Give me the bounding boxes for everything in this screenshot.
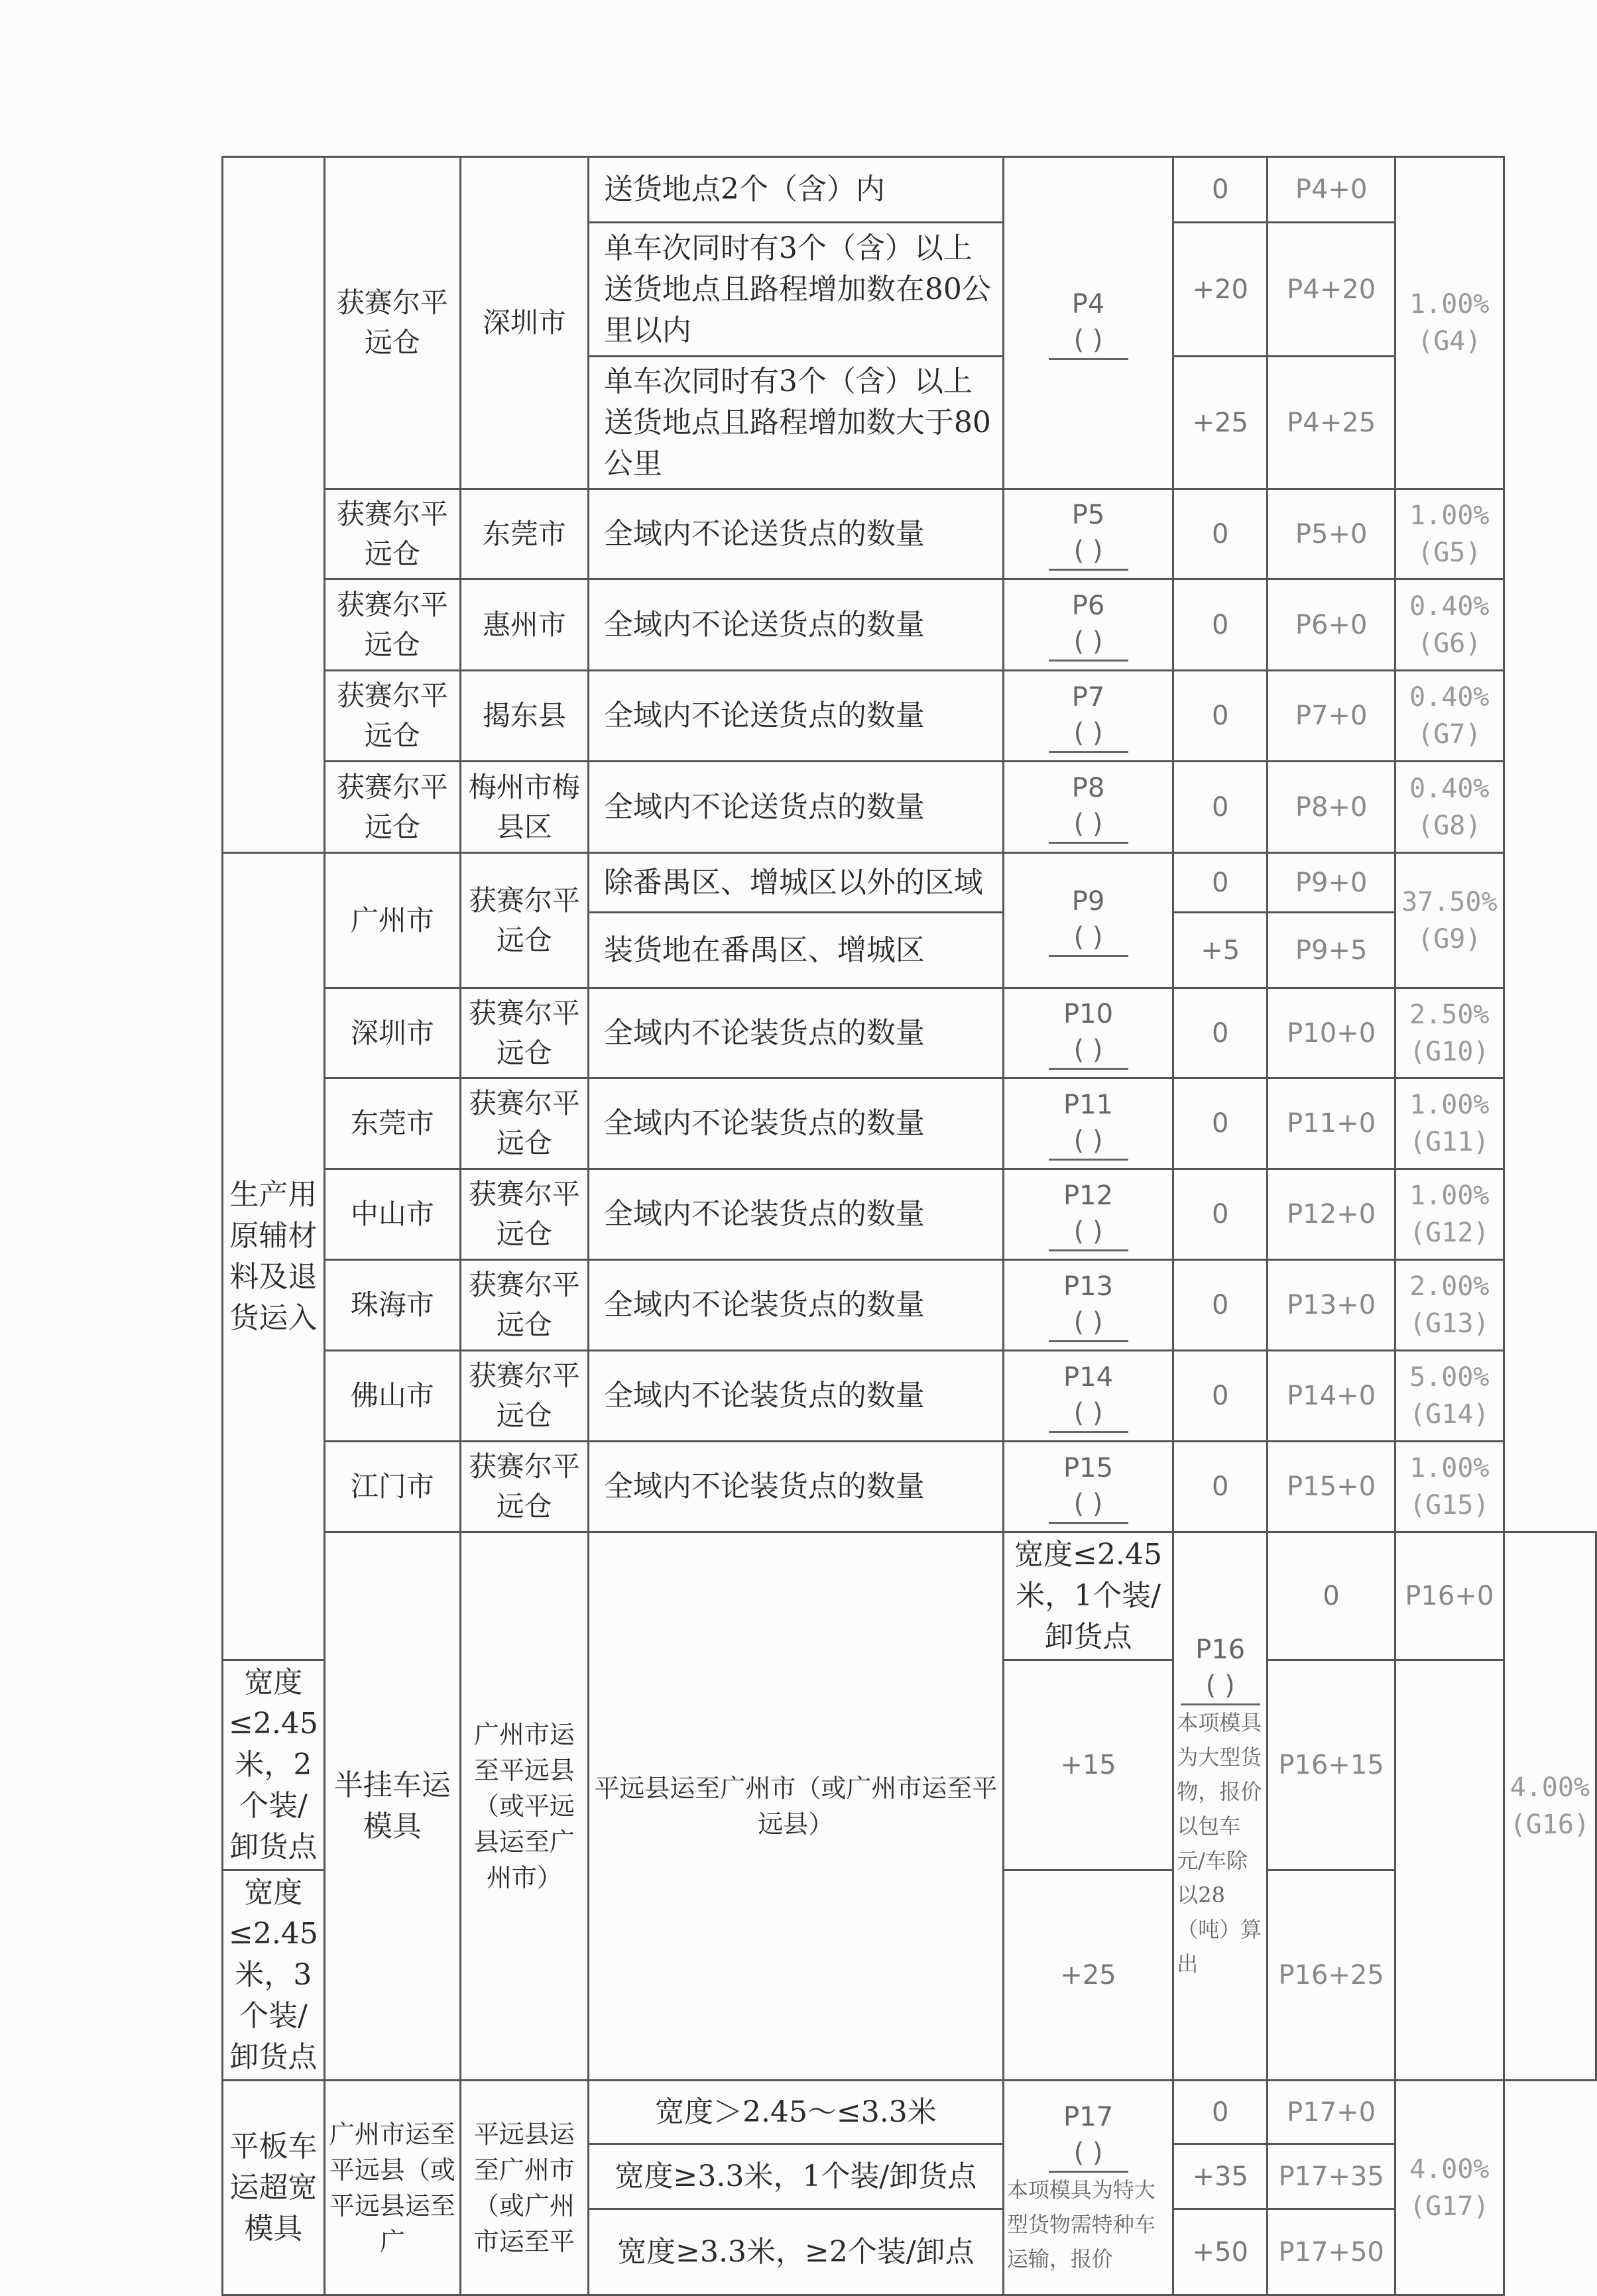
price-note: 本项模具为特大型货物需特种车运输，报价 [1006,2177,1155,2271]
price-code: P15 [1063,1452,1114,1483]
destination-cell: 平远县运至广州市（或广州市运至平 [460,2081,588,2295]
share-value: 0.40% [1409,682,1490,713]
total-cell: P17+35 [1268,2144,1395,2209]
price-cell[interactable] [1003,853,1173,988]
condition-cell: 宽度≥3.3米，≥2个装/卸点 [588,2209,1003,2295]
category-cell: 半挂车运模具 [324,1532,460,2081]
origin-cell: 获赛尔平远仓 [324,579,460,671]
share-code: (G9) [1417,923,1482,954]
share-value: 1.00% [1409,1180,1490,1211]
price-code: P8 [1071,773,1105,803]
price-code: P14 [1063,1361,1114,1393]
total-cell: P16+25 [1268,1870,1395,2081]
share-value: 5.00% [1409,1362,1490,1393]
destination-cell: 获赛尔平远仓 [460,1260,588,1351]
price-code: P11 [1063,1089,1114,1120]
condition-cell: 宽度≤2.45米，3个装/卸货点 [223,1870,325,2081]
condition-cell: 宽度＞2.45～≤3.3米 [588,2081,1003,2144]
destination-cell: 东莞市 [460,489,588,579]
price-code: P5 [1071,500,1105,530]
destination-cell: 获赛尔平远仓 [460,1078,588,1169]
origin-cell: 佛山市 [324,1351,460,1442]
adjustment-cell: +15 [1003,1660,1173,1870]
condition-cell: 全域内不论装货点的数量 [588,1442,1003,1532]
share-cell [1395,988,1504,1078]
condition-cell: 全域内不论装货点的数量 [588,1351,1003,1442]
price-cell[interactable] [1003,579,1173,671]
price-blank[interactable]: ( ) [1049,624,1128,661]
share-code: (G16) [1509,1809,1590,1840]
price-cell[interactable] [1003,671,1173,762]
destination-cell: 揭东县 [460,671,588,762]
share-cell [1395,157,1504,489]
adjustment-cell: 0 [1173,853,1268,913]
price-blank[interactable]: ( ) [1049,806,1128,844]
condition-cell: 除番禺区、增城区以外的区域 [588,853,1003,913]
total-cell: P7+0 [1268,671,1395,762]
destination-cell: 获赛尔平远仓 [460,853,588,988]
total-cell: P5+0 [1268,489,1395,579]
price-blank[interactable]: ( ) [1049,1486,1128,1524]
share-value: 1.00% [1409,289,1490,319]
price-cell[interactable] [1003,2081,1173,2295]
share-code: (G6) [1417,628,1482,659]
price-blank[interactable]: ( ) [1049,1395,1128,1433]
share-cell [1395,1442,1504,1532]
price-cell[interactable] [1173,1532,1268,2081]
share-code: (G11) [1409,1127,1490,1157]
adjustment-cell: 0 [1173,1260,1268,1351]
price-blank[interactable]: ( ) [1049,1032,1128,1070]
destination-cell: 获赛尔平远仓 [460,1442,588,1532]
price-blank[interactable]: ( ) [1049,1214,1128,1251]
total-cell: P6+0 [1268,579,1395,671]
condition-cell: 单车次同时有3个（含）以上送货地点且路程增加数大于80公里 [588,357,1003,489]
condition-cell: 装货地在番禺区、增城区 [588,913,1003,988]
origin-cell: 广州市运至平远县（或平远县运至广 [324,2081,460,2295]
destination-cell: 梅州市梅县区 [460,762,588,853]
adjustment-cell: +5 [1173,913,1268,988]
price-blank[interactable]: ( ) [1049,1123,1128,1161]
condition-cell: 全域内不论送货点的数量 [588,489,1003,579]
adjustment-cell: +35 [1173,2144,1268,2209]
destination-cell: 获赛尔平远仓 [460,1351,588,1442]
total-cell: P11+0 [1268,1078,1395,1169]
price-code: P16 [1195,1634,1246,1665]
origin-cell: 获赛尔平远仓 [324,671,460,762]
price-cell[interactable] [1003,489,1173,579]
destination-cell: 获赛尔平远仓 [460,1169,588,1260]
price-cell[interactable] [1003,157,1173,489]
share-value: 2.00% [1409,1271,1490,1302]
price-blank[interactable]: ( ) [1049,322,1128,360]
origin-cell: 获赛尔平远仓 [324,157,460,489]
adjustment-cell: 0 [1173,671,1268,762]
share-value: 1.00% [1409,500,1490,531]
price-blank[interactable]: ( ) [1049,1304,1128,1342]
adjustment-cell: 0 [1173,2081,1268,2144]
origin-cell: 中山市 [324,1169,460,1260]
price-code: P13 [1063,1271,1114,1302]
price-cell[interactable] [1003,762,1173,853]
share-cell [1395,1078,1504,1169]
price-cell[interactable] [1003,1078,1173,1169]
condition-cell: 全域内不论送货点的数量 [588,671,1003,762]
adjustment-cell: +25 [1003,1870,1173,2081]
share-code: (G8) [1417,810,1482,841]
total-cell: P10+0 [1268,988,1395,1078]
share-cell [1395,489,1504,579]
destination-cell: 平远县运至广州市（或广州市运至平远县） [588,1532,1003,2081]
total-cell: P4+0 [1268,157,1395,223]
share-cell [1395,853,1504,988]
share-value: 0.40% [1409,591,1490,622]
price-blank[interactable]: ( ) [1049,715,1128,753]
adjustment-cell: +50 [1173,2209,1268,2295]
condition-cell: 全域内不论装货点的数量 [588,988,1003,1078]
destination-cell: 惠州市 [460,579,588,671]
share-cell [1504,1532,1596,2081]
origin-cell: 东莞市 [324,1078,460,1169]
price-cell[interactable] [1003,1169,1173,1260]
adjustment-cell: 0 [1173,1351,1268,1442]
adjustment-cell: +20 [1173,223,1268,357]
adjustment-cell: 0 [1173,489,1268,579]
price-cell[interactable] [1003,1351,1173,1442]
total-cell: P17+0 [1268,2081,1395,2144]
category-cell: 生产用原辅材料及退货运入 [223,853,325,1660]
condition-cell: 全域内不论送货点的数量 [588,579,1003,671]
destination-cell: 深圳市 [460,157,588,489]
origin-cell: 获赛尔平远仓 [324,489,460,579]
share-value: 4.00% [1509,1772,1590,1803]
share-code: (G10) [1409,1036,1490,1067]
adjustment-cell: +25 [1173,357,1268,489]
total-cell: P9+5 [1268,913,1395,988]
total-cell: P8+0 [1268,762,1395,853]
condition-cell: 全域内不论装货点的数量 [588,1260,1003,1351]
share-value: 4.00% [1409,2153,1490,2185]
total-cell: P16+0 [1395,1532,1504,1660]
share-cell [1395,2081,1504,2295]
share-value: 2.50% [1409,999,1490,1030]
price-blank[interactable]: ( ) [1049,533,1128,571]
share-cell [1395,1169,1504,1260]
total-cell: P13+0 [1268,1260,1395,1351]
price-code: P9 [1071,886,1105,917]
adjustment-cell: 0 [1173,579,1268,671]
share-code: (G4) [1417,326,1482,357]
total-cell: P4+25 [1268,357,1395,489]
adjustment-cell: 0 [1173,157,1268,223]
condition-cell: 宽度≤2.45米，1个装/卸货点 [1003,1532,1173,1660]
condition-cell: 送货地点2个（含）内 [588,157,1003,223]
price-code: P17 [1063,2102,1114,2132]
adjustment-cell: 0 [1173,1078,1268,1169]
share-cell [1395,671,1504,762]
price-blank[interactable]: ( ) [1181,1668,1260,1705]
share-cell [1395,579,1504,671]
condition-cell: 全域内不论装货点的数量 [588,1078,1003,1169]
adjustment-cell: 0 [1173,1169,1268,1260]
price-blank[interactable]: ( ) [1049,2135,1128,2173]
condition-cell: 宽度≤2.45米，2个装/卸货点 [223,1660,325,1870]
share-code: (G12) [1409,1218,1490,1248]
share-code: (G15) [1409,1490,1490,1521]
price-code: P4 [1071,288,1105,319]
share-code: (G5) [1417,537,1482,568]
adjustment-cell: 0 [1173,988,1268,1078]
total-cell: P15+0 [1268,1442,1395,1532]
share-cell [1395,1260,1504,1351]
condition-cell: 单车次同时有3个（含）以上送货地点且路程增加数在80公里以内 [588,223,1003,357]
price-code: P7 [1071,681,1105,713]
share-value: 1.00% [1409,1453,1490,1483]
origin-cell: 广州市运至平远县（或平远县运至广州市） [460,1532,588,2081]
share-cell [1395,762,1504,853]
share-value: 0.40% [1409,773,1490,804]
origin-cell: 珠海市 [324,1260,460,1351]
total-cell: P16+15 [1268,1660,1395,1870]
origin-cell: 深圳市 [324,988,460,1078]
price-code: P12 [1063,1180,1114,1211]
share-code: (G7) [1417,719,1482,750]
category-cell-continued [223,157,325,853]
price-code: P6 [1071,591,1105,621]
total-cell: P17+50 [1268,2209,1395,2295]
share-code: (G14) [1409,1399,1490,1430]
price-cell[interactable] [1003,988,1173,1078]
condition-cell: 全域内不论送货点的数量 [588,762,1003,853]
category-cell: 平板车运超宽模具 [223,2081,325,2295]
condition-cell: 全域内不论装货点的数量 [588,1169,1003,1260]
total-cell: P12+0 [1268,1169,1395,1260]
price-table [221,156,1597,2296]
origin-cell: 获赛尔平远仓 [324,762,460,853]
adjustment-cell: 0 [1268,1532,1395,1660]
price-blank[interactable]: ( ) [1049,919,1128,957]
share-value: 37.50% [1401,886,1498,917]
condition-cell: 宽度≥3.3米，1个装/卸货点 [588,2144,1003,2209]
share-cell [1395,1351,1504,1442]
adjustment-cell: 0 [1173,762,1268,853]
price-code: P10 [1063,999,1114,1029]
adjustment-cell: 0 [1173,1442,1268,1532]
share-code: (G13) [1409,1308,1490,1339]
total-cell: P9+0 [1268,853,1395,913]
price-note: 本项模具为大型货物，报价以包车元/车除以28（吨）算出 [1177,1709,1262,1977]
share-code: (G17) [1409,2191,1490,2222]
total-cell: P4+20 [1268,223,1395,357]
total-cell: P14+0 [1268,1351,1395,1442]
origin-cell: 广州市 [324,853,460,988]
price-cell[interactable] [1003,1442,1173,1532]
price-cell[interactable] [1003,1260,1173,1351]
share-value: 1.00% [1409,1090,1490,1120]
destination-cell: 获赛尔平远仓 [460,988,588,1078]
origin-cell: 江门市 [324,1442,460,1532]
